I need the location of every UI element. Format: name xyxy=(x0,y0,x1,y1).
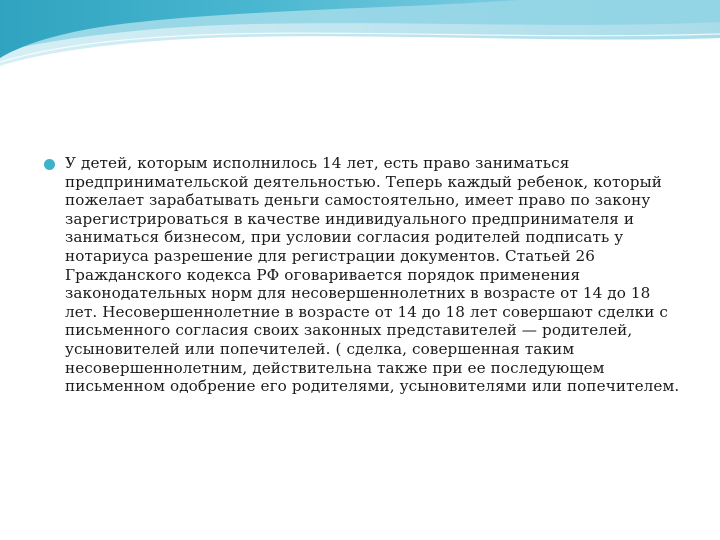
bullet-item xyxy=(44,154,684,396)
bullet-icon xyxy=(44,159,55,170)
bullet-text: У детей, которым исполнилось 14 лет, есть право заниматься предпринимательской деятельностью. Теперь каждый ребенок, который пожелает зарабатывать деньги самостоятельно, имеет право по закону зарегистрироваться в качестве индивидуального предпринимателя и заниматься бизнесом, при условии согласия родителей подписать у нотариуса разрешение для регистрации документов. Статьей 26 Гражданского кодекса РФ оговаривается порядок применения законодательных норм для несовершеннолетних в возрасте от 14 до 18 лет. Несовершеннолетние в возрасте от 14 до 18 лет совершают сделки с письменного согласия своих законных представителей — родителей, усыновителей или попечителей. ( сделка, совершенная таким несовершеннолетним, действительна также при ее последующем письменном одобрение его родителями, усыновителями или попечителем. xyxy=(65,154,680,396)
slide-content xyxy=(44,154,684,396)
wave-header-decoration xyxy=(0,0,720,90)
